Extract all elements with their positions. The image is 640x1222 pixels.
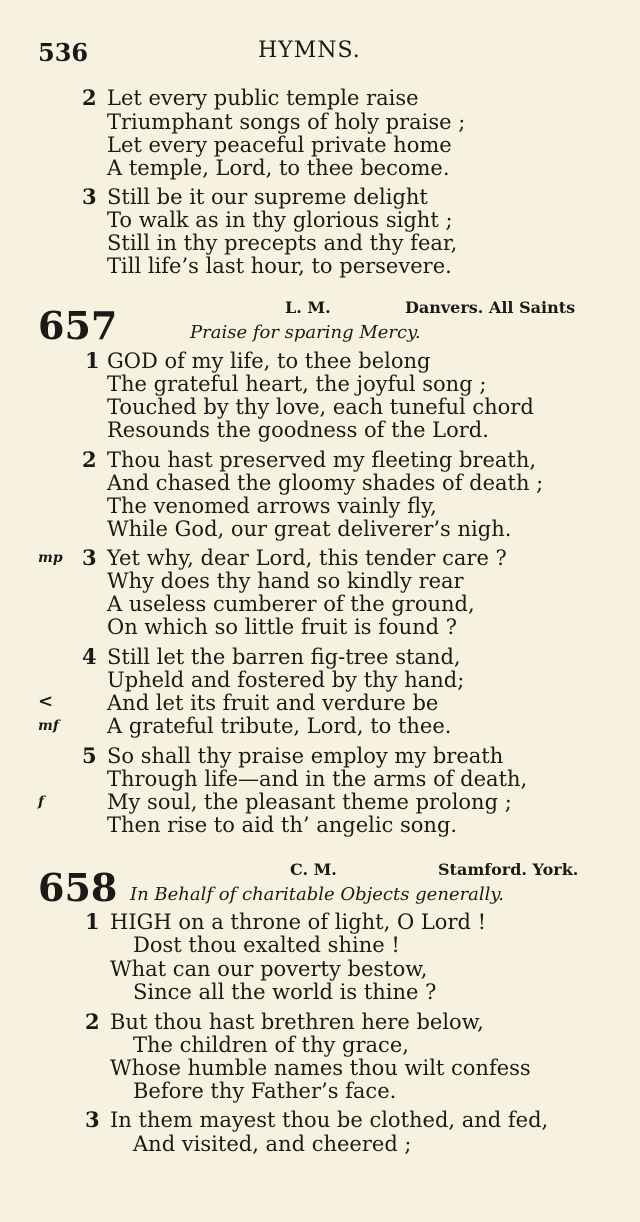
hymn-subtitle: Praise for sparing Mercy. (190, 322, 421, 343)
verse-line: The venomed arrows vainly fly, (107, 494, 437, 518)
verse-line: And chased the gloomy shades of death ; (107, 471, 544, 495)
verse-line: Through life—and in the arms of death, (107, 767, 528, 791)
verse-line: GOD of my life, to thee belong (107, 349, 431, 373)
verse-line: A grateful tribute, Lord, to thee. (107, 714, 452, 738)
verse-number: 3 (85, 1107, 100, 1132)
verse-line: Why does thy hand so kindly rear (107, 569, 464, 593)
verse-line: But thou hast brethren here below, (110, 1010, 484, 1034)
verse-line: Still be it our supreme delight (107, 185, 428, 209)
verse-number: 1 (85, 348, 100, 373)
hymn-tunes: Stamford. York. (438, 860, 579, 879)
verse-line: A temple, Lord, to thee become. (107, 156, 450, 180)
verse-line: On which so little fruit is found ? (107, 615, 457, 639)
verse-line: In them mayest thou be clothed, and fed, (110, 1108, 549, 1132)
verse-line: To walk as in thy glorious sight ; (107, 208, 453, 232)
verse-number: 2 (85, 1009, 100, 1034)
verse-line: HIGH on a throne of light, O Lord ! (110, 910, 487, 934)
verse-line: Resounds the goodness of the Lord. (107, 418, 489, 442)
verse-line: Let every peaceful private home (107, 133, 452, 157)
crescendo-marking: < (38, 691, 54, 712)
verse-number: 1 (85, 909, 100, 934)
verse-line: Let every public temple raise (107, 86, 419, 110)
page-number: 536 (38, 38, 89, 67)
verse-line: The children of thy grace, (133, 1033, 409, 1057)
verse-line: Touched by thy love, each tuneful chord (107, 395, 534, 419)
verse-line: Upheld and fostered by thy hand; (107, 668, 465, 692)
verse-line: Before thy Father’s face. (133, 1079, 397, 1103)
verse-number: 3 (82, 545, 97, 570)
verse-line: Then rise to aid th’ angelic song. (107, 813, 458, 837)
dynamic-marking: mf (38, 718, 59, 734)
verse-number: 5 (82, 743, 97, 768)
verse-line: Till life’s last hour, to persevere. (107, 254, 452, 278)
verse-line: Since all the world is thine ? (133, 980, 437, 1004)
hymn-number: 658 (38, 865, 118, 910)
verse-line: And let its fruit and verdure be (107, 691, 439, 715)
running-title: HYMNS. (258, 38, 361, 63)
verse-line: Yet why, dear Lord, this tender care ? (107, 546, 507, 570)
verse-line: Still in thy precepts and thy fear, (107, 231, 458, 255)
hymn-meter: C. M. (290, 860, 337, 879)
verse-line: Thou hast preserved my fleeting breath, (107, 448, 537, 472)
hymn-tunes: Danvers. All Saints (405, 298, 576, 317)
verse-line: The grateful heart, the joyful song ; (107, 372, 487, 396)
dynamic-marking: mp (38, 550, 63, 566)
verse-number: 3 (82, 184, 97, 209)
hymn-number: 657 (38, 303, 118, 348)
verse-number: 2 (82, 85, 97, 110)
verse-line: My soul, the pleasant theme prolong ; (107, 790, 512, 814)
verse-line: So shall thy praise employ my breath (107, 744, 504, 768)
verse-line: Still let the barren fig-tree stand, (107, 645, 461, 669)
verse-number: 4 (82, 644, 97, 669)
verse-line: Triumphant songs of holy praise ; (107, 110, 466, 134)
verse-line: What can our poverty bestow, (110, 957, 428, 981)
verse-line: Dost thou exalted shine ! (133, 933, 400, 957)
hymn-meter: L. M. (285, 298, 331, 317)
verse-line: A useless cumberer of the ground, (107, 592, 475, 616)
verse-line: Whose humble names thou wilt confess (110, 1056, 531, 1080)
verse-line: And visited, and cheered ; (133, 1132, 412, 1156)
hymn-subtitle: In Behalf of charitable Objects generally. (130, 884, 504, 905)
dynamic-marking: f (38, 794, 45, 810)
verse-number: 2 (82, 447, 97, 472)
verse-line: While God, our great deliverer’s nigh. (107, 517, 512, 541)
